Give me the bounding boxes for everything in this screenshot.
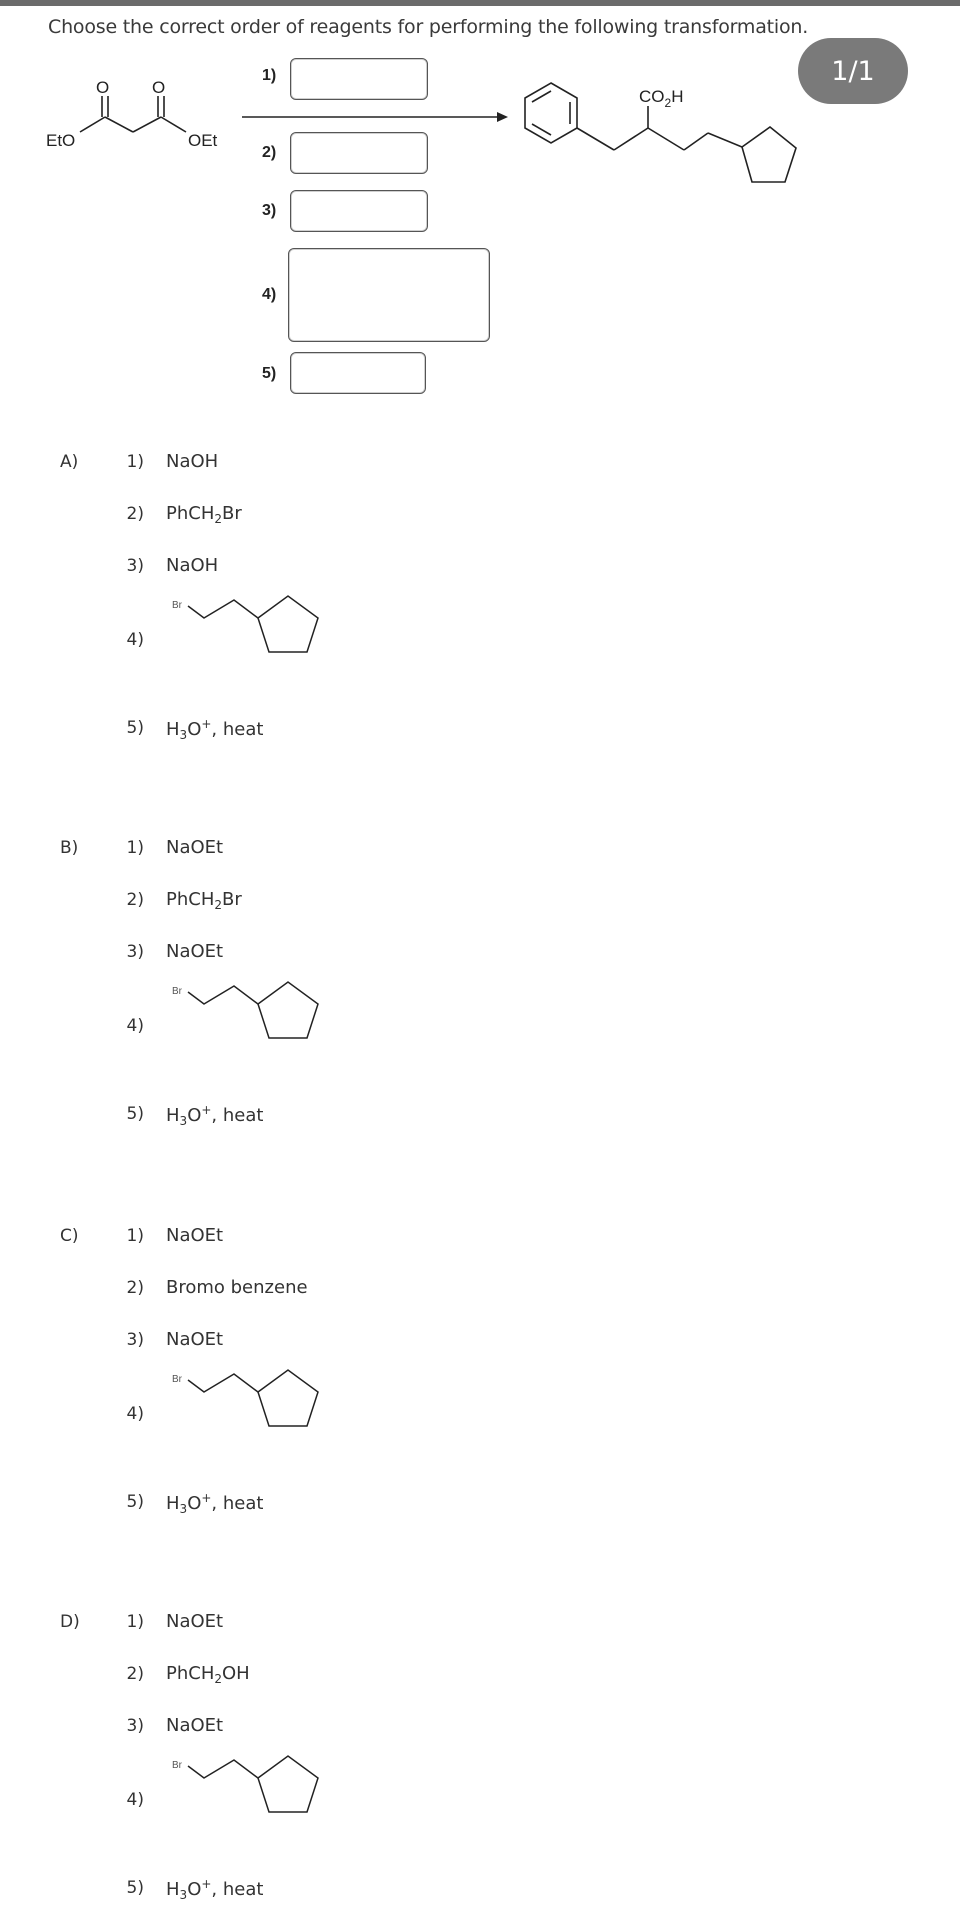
reagent-box-2[interactable] — [290, 132, 428, 174]
choice-step-number: 2) — [126, 890, 144, 910]
choice-step-number: 3) — [126, 1330, 144, 1350]
formula-part: Br — [222, 503, 242, 524]
choice-step-number: 5) — [126, 718, 144, 738]
formula-part: , heat — [211, 719, 264, 740]
choice-step-number: 2) — [126, 1664, 144, 1684]
formula-superscript: + — [201, 1103, 212, 1117]
reaction-scheme — [0, 40, 960, 420]
choice-step-reagent — [166, 717, 263, 742]
choice-step-number: 5) — [126, 1104, 144, 1124]
page-counter-badge: 1/1 — [798, 38, 908, 104]
formula-subscript: 3 — [179, 728, 188, 742]
reagent-box-5[interactable] — [290, 352, 426, 394]
ethyl-chain — [188, 1374, 258, 1392]
choice-step-number: 3) — [126, 556, 144, 576]
step-label-5: 5) — [262, 365, 277, 382]
choice-step-number: 5) — [126, 1878, 144, 1898]
bromoethyl-cyclopentane-drawing — [170, 590, 360, 680]
formula-superscript: + — [201, 1877, 212, 1891]
bromine-label: Br — [172, 600, 182, 611]
formula-part: PhCH — [166, 1663, 215, 1684]
step-label-2: 2) — [262, 144, 277, 161]
choice-step-reagent — [166, 1877, 263, 1902]
formula-part: , heat — [211, 1493, 264, 1514]
choice-step-reagent — [166, 1663, 250, 1686]
cyclopentane-ring — [258, 1370, 318, 1426]
choice-step-number: 3) — [126, 942, 144, 962]
bromine-label: Br — [172, 1760, 182, 1771]
ethyl-chain — [188, 600, 258, 618]
formula-part: , heat — [211, 1105, 264, 1126]
question-text: Choose the correct order of reagents for performing the following transformation. — [48, 16, 809, 38]
formula-subscript: 2 — [214, 512, 223, 526]
formula-subscript: 2 — [214, 898, 223, 912]
choice-step-number: 2) — [126, 1278, 144, 1298]
choice-step-reagent: NaOEt — [166, 1611, 224, 1632]
arrow-head — [497, 112, 508, 122]
formula-superscript: + — [201, 1491, 212, 1505]
reaction-drawing — [0, 40, 960, 420]
product-acid-label: $CO_2H$ — [639, 87, 684, 110]
choice-step-number: 4) — [126, 1790, 144, 1810]
formula-part: Br — [222, 889, 242, 910]
formula-superscript: + — [201, 717, 212, 731]
bromoethyl-cyclopentane-drawing — [170, 1364, 360, 1454]
top-bar — [0, 0, 960, 6]
choice-step-number: 1) — [126, 838, 144, 858]
reactant-oet-label: OEt — [188, 131, 218, 150]
formula-part: O — [187, 1105, 202, 1126]
choice-step-reagent: NaOEt — [166, 1715, 224, 1736]
cyclopentane-ring — [258, 1756, 318, 1812]
bromoethyl-cyclopentane-structure — [170, 1364, 360, 1458]
cyclopentane-ring — [258, 596, 318, 652]
choice-step-number: 1) — [126, 1612, 144, 1632]
reagent-box-4[interactable] — [288, 248, 490, 342]
step-label-1: 1) — [262, 67, 277, 84]
cyclopentane-ring — [258, 982, 318, 1038]
choice-step-reagent: NaOH — [166, 555, 219, 576]
choice-letter[interactable]: A) — [60, 452, 79, 472]
choice-letter[interactable]: C) — [60, 1226, 79, 1246]
choice-step-number: 3) — [126, 1716, 144, 1736]
choice-step-reagent: NaOEt — [166, 1329, 224, 1350]
choice-letter[interactable]: B) — [60, 838, 79, 858]
step-label-3: 3) — [262, 202, 277, 219]
bromoethyl-cyclopentane-drawing — [170, 1750, 360, 1840]
bromine-label: Br — [172, 1374, 182, 1385]
formula-subscript: 2 — [214, 1672, 223, 1686]
choice-step-number: 4) — [126, 1404, 144, 1424]
choice-step-number: 5) — [126, 1492, 144, 1512]
formula-part: H — [166, 1105, 180, 1126]
choice-step-number: 4) — [126, 630, 144, 650]
formula-subscript: 3 — [179, 1114, 188, 1128]
choice-step-number: 1) — [126, 452, 144, 472]
reagent-box-3[interactable] — [290, 190, 428, 232]
bromoethyl-cyclopentane-drawing — [170, 976, 360, 1066]
formula-part: H — [166, 1493, 180, 1514]
formula-part: PhCH — [166, 889, 215, 910]
choice-step-reagent: Bromo benzene — [166, 1277, 308, 1298]
choice-step-reagent — [166, 503, 242, 526]
formula-subscript: 3 — [179, 1502, 188, 1516]
reactant-eto-label: EtO — [46, 131, 76, 150]
choice-step-number: 4) — [126, 1016, 144, 1036]
reactant-oxygen-right: O — [152, 78, 166, 97]
choice-letter[interactable]: D) — [60, 1612, 80, 1632]
reactant-structure — [80, 96, 186, 132]
bromoethyl-cyclopentane-structure — [170, 1750, 360, 1844]
formula-part: PhCH — [166, 503, 215, 524]
formula-part: H — [166, 719, 180, 740]
ethyl-chain — [188, 986, 258, 1004]
choice-step-reagent: NaOEt — [166, 1225, 224, 1246]
reactant-oxygen-left: O — [96, 78, 110, 97]
step-label-4: 4) — [262, 286, 277, 303]
choice-step-reagent: NaOEt — [166, 837, 224, 858]
formula-part: O — [187, 1493, 202, 1514]
choice-step-reagent — [166, 1103, 263, 1128]
formula-part: O — [187, 1879, 202, 1900]
reagent-box-1[interactable] — [290, 58, 428, 100]
bromine-label: Br — [172, 986, 182, 997]
choice-step-reagent: NaOH — [166, 451, 219, 472]
formula-part: , heat — [211, 1879, 264, 1900]
choice-step-reagent — [166, 1491, 263, 1516]
formula-part: H — [166, 1879, 180, 1900]
choice-step-number: 2) — [126, 504, 144, 524]
ethyl-chain — [188, 1760, 258, 1778]
bromoethyl-cyclopentane-structure — [170, 976, 360, 1070]
formula-subscript: 3 — [179, 1888, 188, 1902]
choice-step-reagent — [166, 889, 242, 912]
formula-part: OH — [222, 1663, 250, 1684]
formula-part: O — [187, 719, 202, 740]
choice-step-number: 1) — [126, 1226, 144, 1246]
bromoethyl-cyclopentane-structure — [170, 590, 360, 684]
choice-step-reagent: NaOEt — [166, 941, 224, 962]
